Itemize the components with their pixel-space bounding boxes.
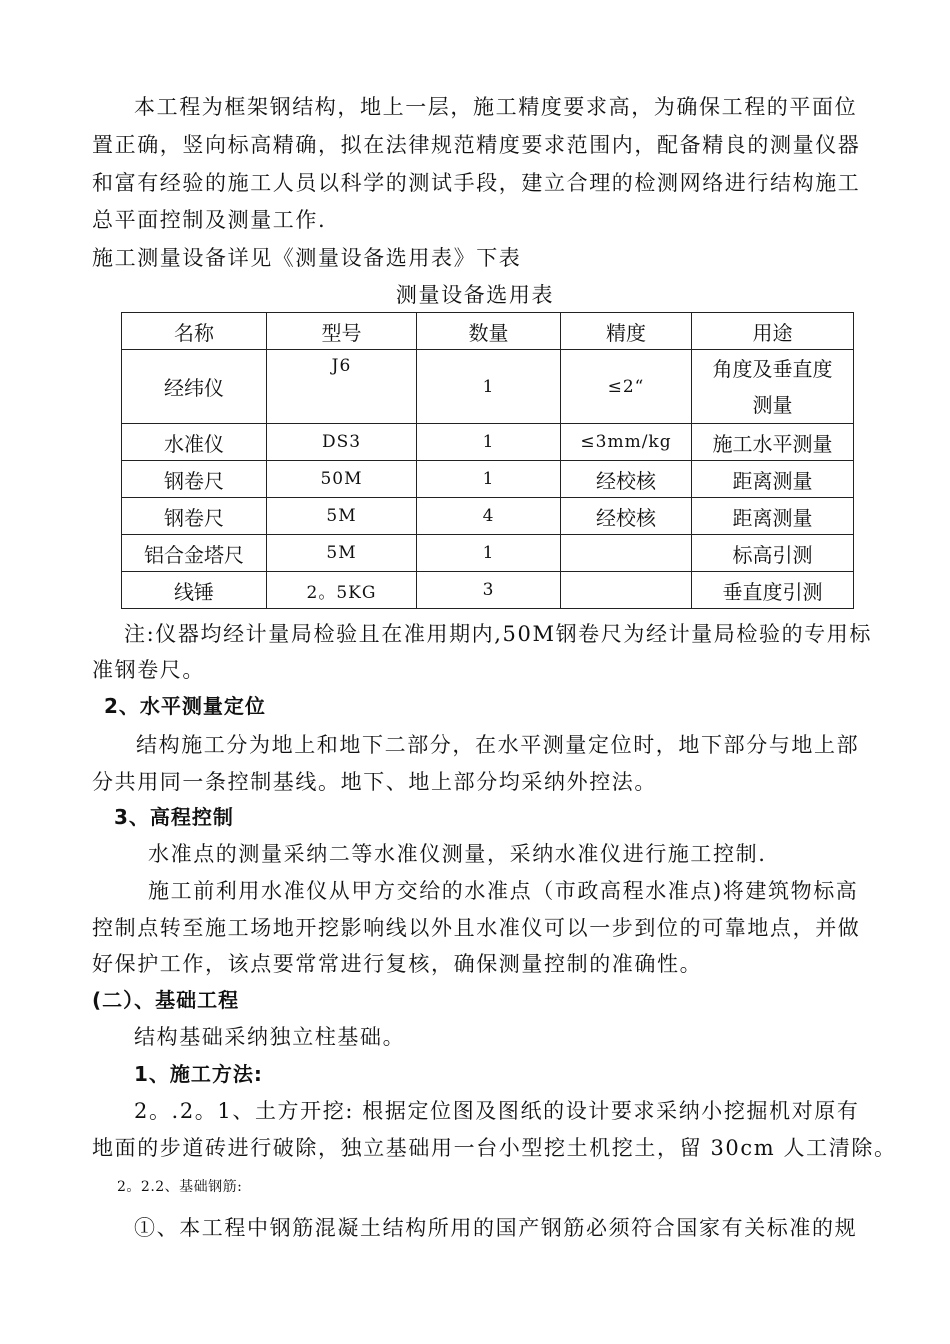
cell-name: 钢卷尺 [122,498,267,535]
intro-line-4: 总平面控制及测量工作. [92,208,327,232]
section-2-heading: 2、水平测量定位 [104,694,266,718]
cell-qty: 1 [417,461,561,498]
cell-name: 线锤 [122,572,267,609]
foundation-heading: (二）、基础工程 [92,988,240,1012]
section-3-line-1: 水准点的测量采纳二等水准仪测量，采纳水准仪进行施工控制. [148,842,767,866]
intro-line-3: 和富有经验的施工人员以科学的测试手段，建立合理的检测网络进行结构施工 [92,171,861,195]
cell-model: 5M [267,535,417,572]
cell-use: 垂直度引测 [692,572,854,609]
cell-qty: 1 [417,535,561,572]
equipment-table [121,312,854,609]
header-model: 型号 [267,313,417,350]
header-precision: 精度 [561,313,692,350]
section-3-heading: 3、高程控制 [114,805,234,829]
cell-model: 50M [267,461,417,498]
cell-name: 水准仪 [122,424,267,461]
cell-precision: ≤2“ [561,350,692,424]
table-row [122,461,854,498]
cell-precision: 经校核 [561,461,692,498]
note-line-2: 准钢卷尺。 [92,658,205,682]
method-heading: 1、施工方法: [134,1062,263,1086]
cell-use: 距离测量 [692,461,854,498]
cell-qty: 1 [417,350,561,424]
cell-precision [561,535,692,572]
cell-qty: 1 [417,424,561,461]
cell-precision: 经校核 [561,498,692,535]
table-row [122,572,854,609]
cell-use-line-2: 测量 [752,392,793,417]
cell-use: 距离测量 [692,498,854,535]
header-use: 用途 [692,313,854,350]
section-3-line-3: 控制点转至施工场地开挖影响线以外且水准仪可以一步到位的可靠地点，并做 [92,916,861,940]
see-table-line: 施工测量设备详见《测量设备选用表》下表 [92,246,522,270]
cell-use-line-1: 角度及垂直度 [712,356,833,381]
cell-use: 施工水平测量 [692,424,854,461]
section-3-line-4: 好保护工作，该点要常常进行复核，确保测量控制的准确性。 [92,952,703,976]
section-3-line-2: 施工前利用水准仪从甲方交给的水准点（市政高程水准点)将建筑物标高 [148,879,859,903]
item-222: 2。2.2、基础钢筋: [117,1179,243,1195]
cell-model: J6 [267,350,417,424]
cell-precision: ≤3mm/kg [561,424,692,461]
section-2-line-2: 分共用同一条控制基线。地下、地上部分均采纳外控法。 [92,770,657,794]
cell-qty: 4 [417,498,561,535]
cell-name: 钢卷尺 [122,461,267,498]
section-2-line-1: 结构施工分为地上和地下二部分，在水平测量定位时，地下部分与地上部 [136,733,860,757]
table-row [122,350,854,424]
cell-precision [561,572,692,609]
cell-name: 铝合金塔尺 [122,535,267,572]
foundation-line-1: 结构基础采纳独立柱基础。 [134,1025,406,1049]
table-row [122,424,854,461]
table-row [122,535,854,572]
item-221-line-1: 2。.2。1、土方开挖: 根据定位图及图纸的设计要求采纳小挖掘机对原有 [134,1099,860,1123]
cell-model: 2。5KG [267,572,417,609]
cell-model: 5M [267,498,417,535]
table-caption: 测量设备选用表 [395,283,555,307]
cell-model: DS3 [267,424,417,461]
item-221-line-2: 地面的步道砖进行破除，独立基础用一台小型挖土机挖土，留 30cm 人工清除。 [92,1136,897,1160]
intro-line-1: 本工程为框架钢结构，地上一层，施工精度要求高，为确保工程的平面位 [134,95,858,119]
cell-use: 标高引测 [692,535,854,572]
header-qty: 数量 [417,313,561,350]
table-header-row [122,313,854,350]
cell-use [692,350,854,424]
note-line-1: 注:仪器均经计量局检验且在准用期内,50M钢卷尺为经计量局检验的专用标 [124,622,872,646]
cell-name: 经纬仪 [122,350,267,424]
intro-line-2: 置正确，竖向标高精确，拟在法律规范精度要求范围内，配备精良的测量仪器 [92,133,861,157]
cell-qty: 3 [417,572,561,609]
header-name: 名称 [122,313,267,350]
item-circle-1: ①、本工程中钢筋混凝土结构所用的国产钢筋必须符合国家有关标准的规 [134,1216,858,1240]
table-row [122,498,854,535]
